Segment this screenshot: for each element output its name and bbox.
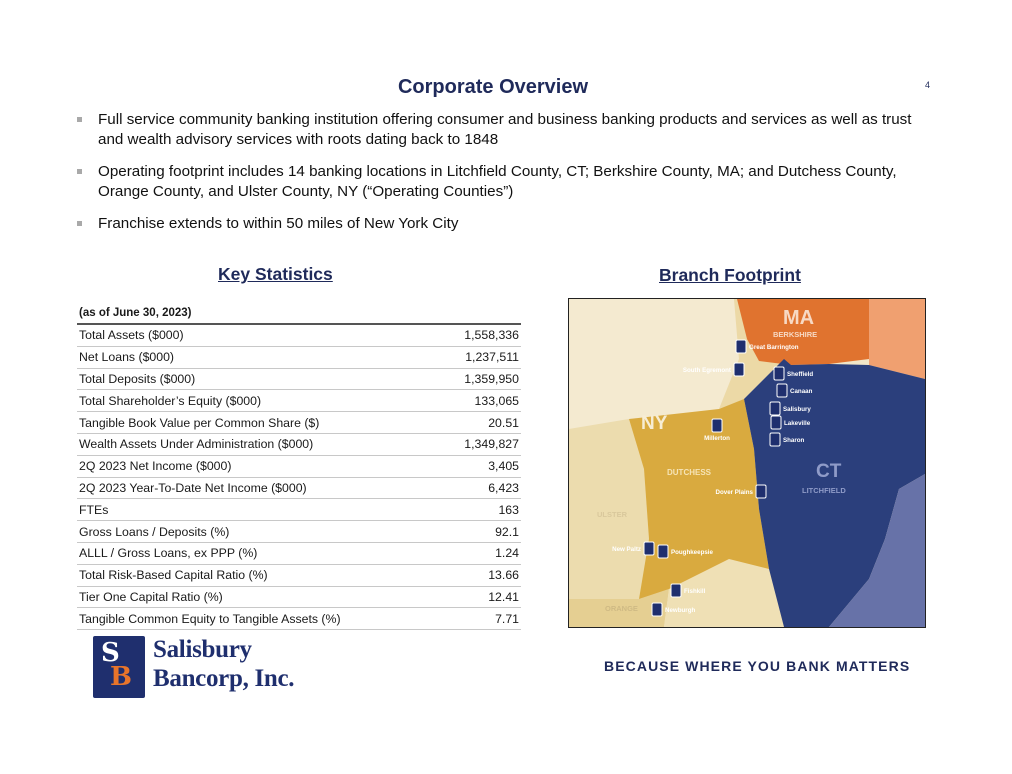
table-row — [77, 542, 521, 564]
branch-pin-icon — [644, 542, 654, 555]
stat-label: Total Risk-Based Capital Ratio (%) — [77, 564, 441, 586]
table-row — [77, 324, 521, 346]
stat-label: Net Loans ($000) — [77, 346, 441, 368]
county-label-berkshire: BERKSHIRE — [773, 330, 818, 339]
branch-pin-icon — [774, 367, 784, 380]
bullet-marker-icon — [77, 221, 82, 226]
bullet-item — [76, 110, 916, 150]
key-statistics-heading: Key Statistics — [218, 264, 333, 284]
bullet-marker-icon — [77, 117, 82, 122]
stat-label: Total Assets ($000) — [77, 324, 441, 346]
stat-value: 7.71 — [441, 608, 521, 630]
bullet-text: Operating footprint includes 14 banking locations in Litchfield County, CT; Berkshire County, MA; and Dutchess County, Orange County, and Ulster County, NY (“Operating Counties”) — [98, 163, 897, 200]
stat-label: Total Deposits ($000) — [77, 368, 441, 390]
branch-label: South Egremont — [682, 367, 731, 374]
branch-label: Millerton — [704, 435, 730, 442]
table-row — [77, 477, 521, 499]
logo-name-line2: Bancorp, Inc. — [153, 665, 295, 692]
stat-value: 1,558,336 — [441, 324, 521, 346]
branch-label: New Paltz — [612, 546, 641, 553]
stat-label: 2Q 2023 Year-To-Date Net Income ($000) — [77, 477, 441, 499]
branch-label: Sheffield — [787, 371, 814, 378]
branch-pin-icon — [658, 545, 668, 558]
monogram-b: B — [110, 662, 132, 692]
county-label-ulster: ULSTER — [597, 510, 627, 519]
branch-label: Salisbury — [783, 406, 811, 413]
branch-label: Canaan — [790, 388, 813, 395]
bullet-text: Full service community banking institution offering consumer and business banking products and services as well as trust and wealth advisory services with roots dating back to 1848 — [98, 111, 912, 148]
state-label-ct: CT — [816, 461, 842, 482]
page-title: Corporate Overview — [397, 76, 589, 98]
stat-label: Total Shareholder’s Equity ($000) — [77, 390, 441, 412]
branch-pin-icon — [777, 384, 787, 397]
branch-label: Sharon — [783, 437, 805, 444]
stat-label: Gross Loans / Deposits (%) — [77, 521, 441, 543]
table-row — [77, 412, 521, 434]
branch-label: Dover Plains — [715, 489, 753, 496]
table-row — [77, 608, 521, 630]
table-row — [77, 455, 521, 477]
county-label-litchfield: LITCHFIELD — [802, 486, 846, 495]
stat-value: 13.66 — [441, 564, 521, 586]
key-statistics-table — [77, 323, 521, 630]
map-region-ulster — [569, 419, 649, 599]
branch-pin-icon — [770, 433, 780, 446]
stat-label: Wealth Assets Under Administration ($000) — [77, 433, 441, 455]
branch-pin-icon — [734, 363, 744, 376]
branch-footprint-map — [568, 298, 926, 628]
county-label-dutchess: DUTCHESS — [667, 468, 712, 477]
county-label-orange: ORANGE — [605, 604, 638, 613]
branch-pin-icon — [736, 340, 746, 353]
stat-value: 3,405 — [441, 455, 521, 477]
stat-value: 133,065 — [441, 390, 521, 412]
branch-pin-icon — [712, 419, 722, 432]
map-region-ma-east — [869, 299, 925, 379]
state-label-ny: NY — [641, 413, 668, 434]
table-row — [77, 433, 521, 455]
branch-pin-icon — [756, 485, 766, 498]
stat-value: 1,359,950 — [441, 368, 521, 390]
sb-monogram-icon — [93, 636, 145, 698]
table-row — [77, 368, 521, 390]
branch-pin-icon — [652, 603, 662, 616]
bullet-item — [76, 214, 916, 234]
stat-label: Tangible Common Equity to Tangible Assets (%) — [77, 608, 441, 630]
branch-label: Poughkeepsie — [671, 549, 713, 556]
branch-pin-icon — [771, 416, 781, 429]
stat-value: 163 — [441, 499, 521, 521]
table-row — [77, 586, 521, 608]
stat-label: FTEs — [77, 499, 441, 521]
state-label-ma: MA — [783, 307, 815, 329]
page-number: 4 — [925, 80, 931, 90]
tagline: BECAUSE WHERE YOU BANK MATTERS — [604, 658, 911, 674]
table-row — [77, 499, 521, 521]
logo-name-line1: Salisbury — [153, 636, 252, 663]
stat-value: 1,349,827 — [441, 433, 521, 455]
branch-pin-icon — [671, 584, 681, 597]
stat-value: 6,423 — [441, 477, 521, 499]
map-canvas — [569, 299, 925, 627]
stat-value: 12.41 — [441, 586, 521, 608]
stat-value: 1.24 — [441, 542, 521, 564]
branch-pin-icon — [770, 402, 780, 415]
stat-label: 2Q 2023 Net Income ($000) — [77, 455, 441, 477]
bullet-item — [76, 162, 916, 202]
table-row — [77, 521, 521, 543]
bullet-text: Franchise extends to within 50 miles of New York City — [98, 215, 459, 232]
overview-bullets — [76, 110, 916, 246]
stat-value: 1,237,511 — [441, 346, 521, 368]
salisbury-logo — [93, 636, 308, 700]
stat-value: 92.1 — [441, 521, 521, 543]
monogram-s: S — [101, 638, 120, 668]
branch-label: Lakeville — [784, 420, 811, 427]
as-of-date: (as of June 30, 2023) — [79, 307, 192, 319]
stat-label: ALLL / Gross Loans, ex PPP (%) — [77, 542, 441, 564]
table-row — [77, 346, 521, 368]
bullet-marker-icon — [77, 169, 82, 174]
branch-label: Great Barrington — [749, 344, 799, 351]
stat-value: 20.51 — [441, 412, 521, 434]
branch-footprint-heading: Branch Footprint — [659, 265, 801, 285]
branch-label: Newburgh — [665, 607, 696, 614]
stat-label: Tangible Book Value per Common Share ($) — [77, 412, 441, 434]
branch-label: Fishkill — [684, 588, 706, 595]
table-row — [77, 564, 521, 586]
table-row — [77, 390, 521, 412]
map-region-columbia — [569, 299, 739, 429]
stat-label: Tier One Capital Ratio (%) — [77, 586, 441, 608]
